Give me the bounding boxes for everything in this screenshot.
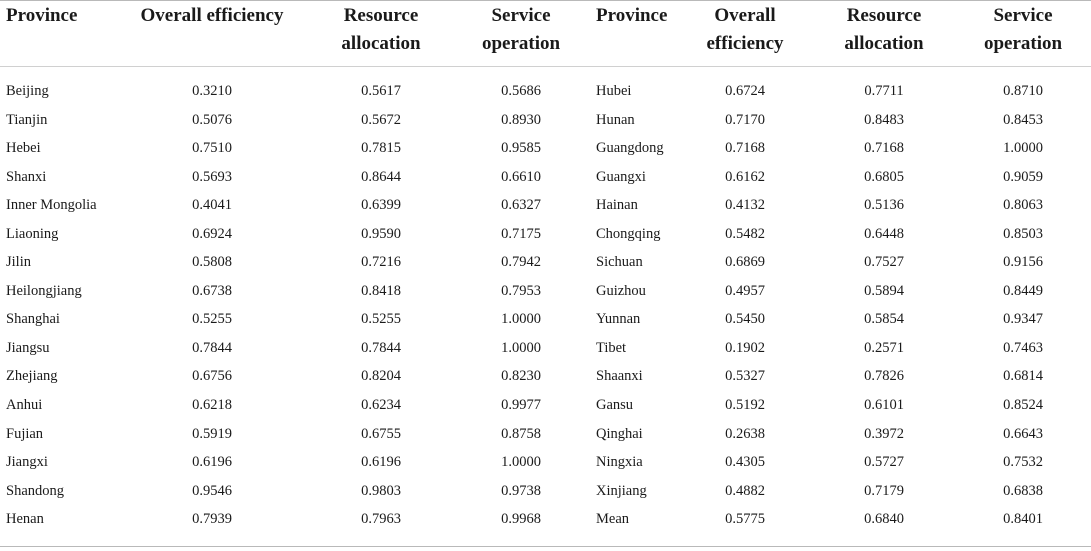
table-row (0, 135, 1091, 164)
cell-overall-efficiency-left: 0.6738 (192, 282, 232, 299)
cell-overall-efficiency-left: 0.7844 (192, 339, 232, 356)
cell-overall-efficiency-left: 0.6218 (192, 397, 232, 414)
cell-province-right: Yunnan (596, 311, 641, 328)
cell-province-right: Tibet (596, 339, 627, 356)
cell-overall-efficiency-right: 0.7168 (725, 140, 765, 157)
cell-resource-allocation-right: 0.6805 (864, 168, 904, 185)
cell-overall-efficiency-right: 0.6869 (725, 254, 765, 271)
cell-province-right: Guangxi (596, 168, 646, 185)
cell-service-operation-left: 0.9968 (501, 511, 541, 528)
cell-service-operation-right: 0.6643 (1003, 425, 1043, 442)
cell-resource-allocation-left: 0.6234 (361, 397, 401, 414)
cell-resource-allocation-right: 0.5854 (864, 311, 904, 328)
cell-province-right: Guizhou (596, 282, 646, 299)
cell-overall-efficiency-left: 0.6196 (192, 454, 232, 471)
cell-province-left: Jilin (6, 254, 31, 271)
cell-province-left: Jiangsu (6, 339, 50, 356)
table-row (0, 278, 1091, 307)
cell-overall-efficiency-left: 0.5255 (192, 311, 232, 328)
cell-resource-allocation-right: 0.7168 (864, 140, 904, 157)
cell-service-operation-right: 0.7463 (1003, 339, 1043, 356)
cell-overall-efficiency-left: 0.3210 (192, 83, 232, 99)
cell-resource-allocation-left: 0.8204 (361, 368, 401, 385)
cell-province-right: Qinghai (596, 425, 643, 442)
cell-resource-allocation-left: 0.9590 (361, 225, 401, 242)
cell-resource-allocation-right: 0.5136 (864, 197, 904, 214)
cell-service-operation-right: 0.8524 (1003, 397, 1043, 414)
cell-province-left: Liaoning (6, 225, 59, 242)
cell-service-operation-left: 0.9585 (501, 140, 541, 157)
header-resource-allocation-left: Resource allocation (341, 5, 421, 54)
cell-overall-efficiency-left: 0.7939 (192, 511, 232, 528)
table-row (0, 506, 1091, 535)
cell-province-right: Shaanxi (596, 368, 643, 385)
cell-province-left: Shandong (6, 482, 64, 499)
table-row (0, 449, 1091, 478)
table-top-rule (0, 0, 1091, 1)
header-resource-allocation-right: Resource allocation (844, 5, 924, 54)
header-overall-efficiency-left: Overall efficiency (140, 5, 284, 26)
cell-province-right: Chongqing (596, 225, 661, 242)
table-row (0, 164, 1091, 193)
header-rule (0, 66, 1091, 67)
cell-overall-efficiency-right: 0.4957 (725, 282, 765, 299)
cell-province-left: Inner Mongolia (6, 197, 97, 214)
cell-province-left: Henan (6, 511, 44, 528)
header-service-operation-left: Service operation (481, 5, 561, 54)
cell-overall-efficiency-right: 0.4882 (725, 482, 765, 499)
cell-resource-allocation-right: 0.7179 (864, 482, 904, 499)
cell-resource-allocation-right: 0.6101 (864, 397, 904, 414)
cell-overall-efficiency-right: 0.5327 (725, 368, 765, 385)
cell-service-operation-left: 0.7953 (501, 282, 541, 299)
cell-service-operation-right: 0.6838 (1003, 482, 1043, 499)
cell-resource-allocation-left: 0.5255 (361, 311, 401, 328)
cell-province-left: Beijing (6, 83, 49, 99)
cell-service-operation-left: 0.6327 (501, 197, 541, 214)
table-row (0, 478, 1091, 507)
cell-resource-allocation-left: 0.6399 (361, 197, 401, 214)
cell-service-operation-right: 1.0000 (1003, 140, 1043, 157)
cell-province-left: Jiangxi (6, 454, 48, 471)
table-body (0, 78, 1091, 535)
cell-resource-allocation-left: 0.6755 (361, 425, 401, 442)
table-row (0, 192, 1091, 221)
cell-province-right: Guangdong (596, 140, 664, 157)
cell-service-operation-left: 0.6610 (501, 168, 541, 185)
cell-resource-allocation-right: 0.5727 (864, 454, 904, 471)
cell-province-left: Fujian (6, 425, 44, 442)
header-overall-efficiency-right: Overall efficiency (706, 5, 784, 54)
cell-resource-allocation-left: 0.7815 (361, 140, 401, 157)
cell-province-left: Hebei (6, 140, 41, 157)
cell-resource-allocation-left: 0.8418 (361, 282, 401, 299)
cell-service-operation-right: 0.8401 (1003, 511, 1043, 528)
cell-resource-allocation-right: 0.6840 (864, 511, 904, 528)
cell-overall-efficiency-left: 0.6756 (192, 368, 232, 385)
cell-overall-efficiency-left: 0.6924 (192, 225, 232, 242)
cell-overall-efficiency-left: 0.4041 (192, 197, 232, 214)
cell-province-left: Heilongjiang (6, 282, 82, 299)
cell-resource-allocation-left: 0.7216 (361, 254, 401, 271)
cell-resource-allocation-right: 0.8483 (864, 111, 904, 128)
cell-service-operation-right: 0.9156 (1003, 254, 1043, 271)
cell-service-operation-right: 0.6814 (1003, 368, 1043, 385)
cell-overall-efficiency-right: 0.5775 (725, 511, 765, 528)
table-row (0, 363, 1091, 392)
cell-service-operation-left: 1.0000 (501, 339, 541, 356)
cell-resource-allocation-left: 0.5672 (361, 111, 401, 128)
cell-resource-allocation-right: 0.7711 (864, 83, 904, 99)
cell-resource-allocation-left: 0.6196 (361, 454, 401, 471)
cell-province-left: Shanghai (6, 311, 60, 328)
cell-resource-allocation-left: 0.5617 (361, 83, 401, 99)
cell-service-operation-right: 0.9347 (1003, 311, 1043, 328)
cell-resource-allocation-left: 0.7963 (361, 511, 401, 528)
cell-service-operation-left: 1.0000 (501, 454, 541, 471)
cell-resource-allocation-left: 0.9803 (361, 482, 401, 499)
cell-service-operation-left: 1.0000 (501, 311, 541, 328)
cell-resource-allocation-right: 0.6448 (864, 225, 904, 242)
cell-province-right: Gansu (596, 397, 634, 414)
cell-overall-efficiency-left: 0.5919 (192, 425, 232, 442)
cell-resource-allocation-right: 0.7826 (864, 368, 904, 385)
cell-overall-efficiency-left: 0.9546 (192, 482, 232, 499)
cell-resource-allocation-right: 0.2571 (864, 339, 904, 356)
cell-province-right: Mean (596, 511, 630, 528)
cell-province-left: Anhui (6, 397, 43, 414)
cell-service-operation-left: 0.9738 (501, 482, 541, 499)
cell-resource-allocation-right: 0.5894 (864, 282, 904, 299)
table-row (0, 306, 1091, 335)
table-row (0, 221, 1091, 250)
cell-overall-efficiency-right: 0.5192 (725, 397, 765, 414)
cell-province-right: Hainan (596, 197, 638, 214)
cell-province-left: Tianjin (6, 111, 48, 128)
header-province-left: Province (6, 5, 78, 26)
cell-overall-efficiency-left: 0.5693 (192, 168, 232, 185)
cell-service-operation-left: 0.8230 (501, 368, 541, 385)
cell-overall-efficiency-left: 0.7510 (192, 140, 232, 157)
cell-service-operation-left: 0.8930 (501, 111, 541, 128)
cell-service-operation-left: 0.5686 (501, 83, 541, 99)
cell-overall-efficiency-right: 0.6724 (725, 83, 765, 99)
cell-province-right: Sichuan (596, 254, 643, 271)
cell-service-operation-right: 0.8710 (1003, 83, 1043, 99)
cell-service-operation-right: 0.9059 (1003, 168, 1043, 185)
cell-resource-allocation-left: 0.8644 (361, 168, 401, 185)
cell-province-left: Zhejiang (6, 368, 58, 385)
cell-service-operation-right: 0.7532 (1003, 454, 1043, 471)
cell-province-right: Hunan (596, 111, 635, 128)
table-row (0, 249, 1091, 278)
cell-overall-efficiency-right: 0.7170 (725, 111, 765, 128)
cell-service-operation-right: 0.8503 (1003, 225, 1043, 242)
cell-overall-efficiency-right: 0.4132 (725, 197, 765, 214)
cell-overall-efficiency-left: 0.5076 (192, 111, 232, 128)
cell-overall-efficiency-right: 0.2638 (725, 425, 765, 442)
cell-overall-efficiency-right: 0.5482 (725, 225, 765, 242)
cell-service-operation-left: 0.9977 (501, 397, 541, 414)
cell-service-operation-right: 0.8063 (1003, 197, 1043, 214)
cell-province-right: Xinjiang (596, 482, 647, 499)
cell-service-operation-right: 0.8449 (1003, 282, 1043, 299)
cell-province-right: Hubei (596, 83, 632, 99)
cell-resource-allocation-right: 0.3972 (864, 425, 904, 442)
cell-service-operation-left: 0.8758 (501, 425, 541, 442)
cell-overall-efficiency-right: 0.4305 (725, 454, 765, 471)
table-row (0, 78, 1091, 107)
header-province-right: Province (596, 5, 668, 26)
table-row (0, 335, 1091, 364)
cell-province-left: Shanxi (6, 168, 47, 185)
cell-overall-efficiency-right: 0.5450 (725, 311, 765, 328)
table-row (0, 421, 1091, 450)
cell-resource-allocation-left: 0.7844 (361, 339, 401, 356)
table-bottom-rule (0, 546, 1091, 547)
header-service-operation-right: Service operation (983, 5, 1063, 54)
table-row (0, 392, 1091, 421)
cell-service-operation-left: 0.7942 (501, 254, 541, 271)
cell-resource-allocation-right: 0.7527 (864, 254, 904, 271)
cell-overall-efficiency-left: 0.5808 (192, 254, 232, 271)
cell-overall-efficiency-right: 0.6162 (725, 168, 765, 185)
cell-service-operation-left: 0.7175 (501, 225, 541, 242)
table-row (0, 107, 1091, 136)
cell-service-operation-right: 0.8453 (1003, 111, 1043, 128)
cell-province-right: Ningxia (596, 454, 643, 471)
cell-overall-efficiency-right: 0.1902 (725, 339, 765, 356)
